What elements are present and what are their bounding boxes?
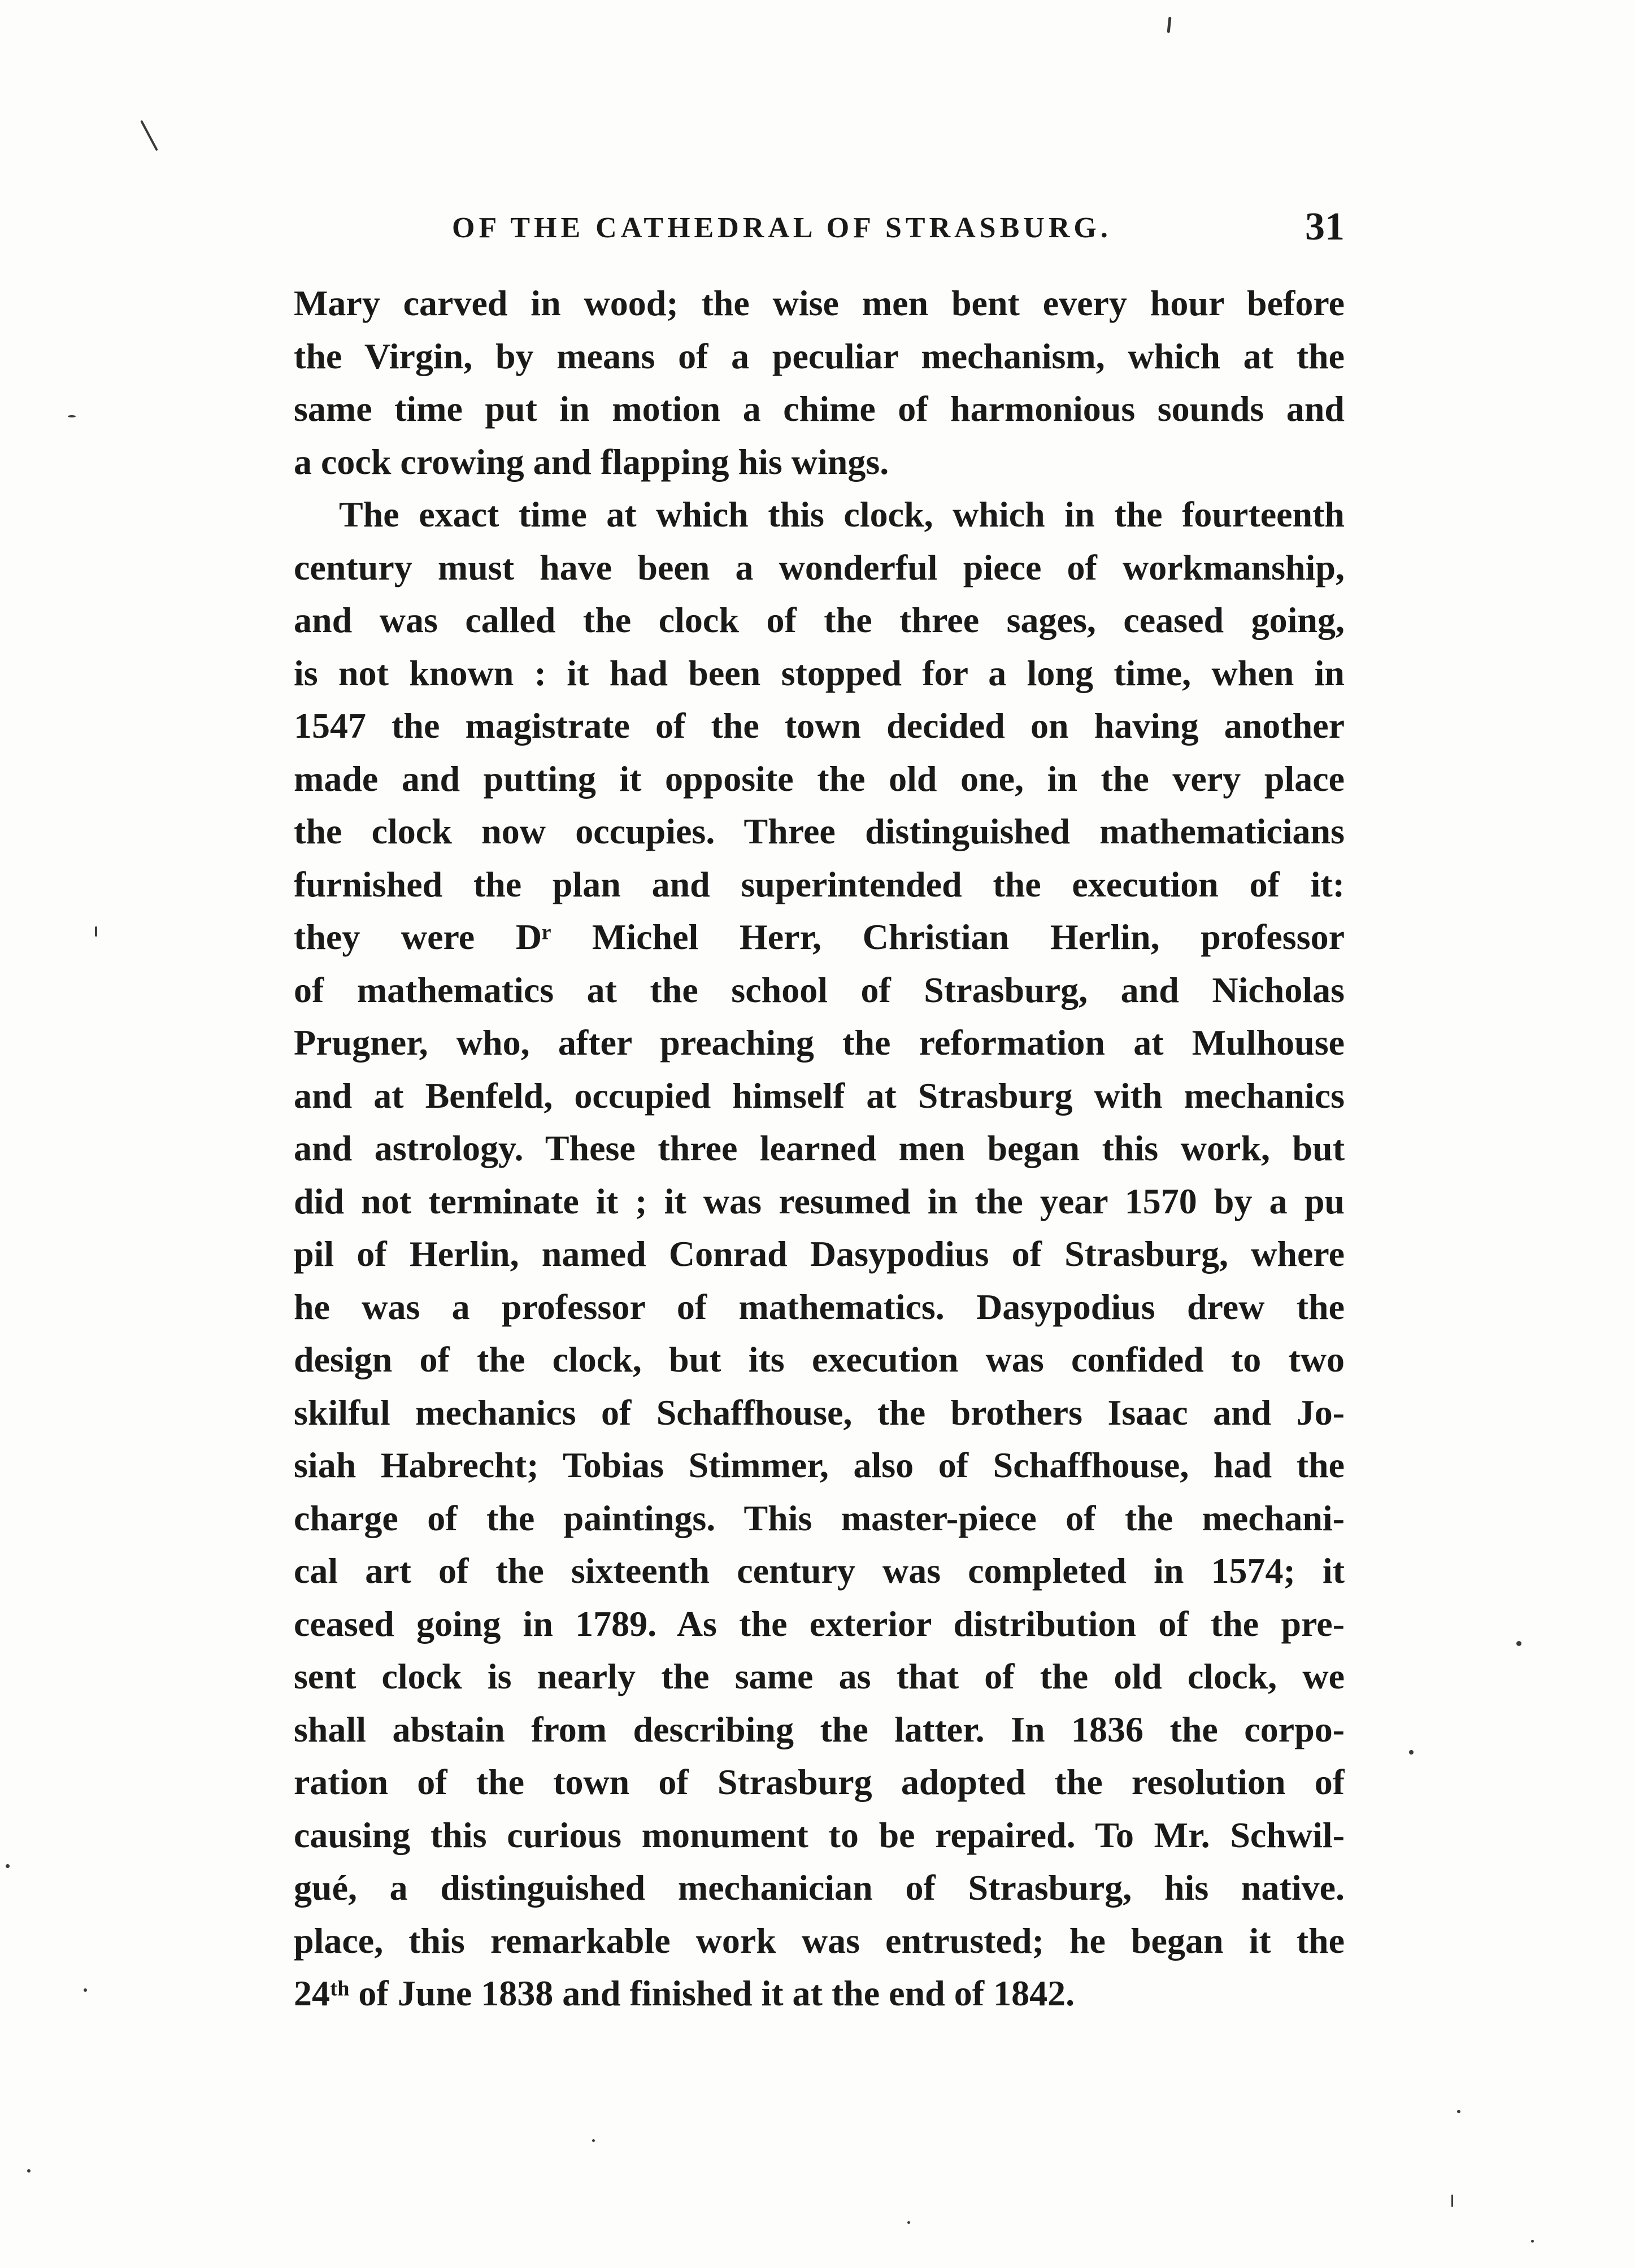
text-line: Prugner, who, after preaching the reformation at Mulhouse: [294, 1022, 1345, 1063]
text-line: pil of Herlin, named Conrad Dasypodius of Strasburg, where: [294, 1234, 1345, 1274]
text-line: made and putting it opposite the old one, in the very place: [294, 758, 1345, 799]
text-line: place, this remarkable work was entrusted; he began it the: [294, 1920, 1345, 1961]
scan-speck: [95, 926, 97, 937]
text-line: and was called the clock of the three sages, ceased going,: [294, 600, 1345, 640]
body-text: [294, 277, 1345, 2020]
text-line: did not terminate it ; it was resumed in the year 1570 by a pu: [294, 1181, 1345, 1221]
text-line: gué, a distinguished mechanician of Strasburg, his native.: [294, 1867, 1345, 1908]
text-line: siah Habrecht; Tobias Stimmer, also of Schaffhouse, had the: [294, 1445, 1345, 1485]
text-line: furnished the plan and superintended the execution of it:: [294, 864, 1345, 904]
text-line: causing this curious monument to be repaired. To Mr. Schwil-: [294, 1814, 1345, 1855]
page-number: 31: [1305, 205, 1345, 249]
scan-speck: [1167, 17, 1172, 33]
text-line: a cock crowing and flapping his wings.: [294, 441, 889, 482]
scan-speck: [1531, 2240, 1534, 2243]
text-line: charge of the paintings. This master-piece of the mechani-: [294, 1498, 1345, 1538]
scan-speck: [1457, 2110, 1460, 2113]
text-line: shall abstain from describing the latter. In 1836 the corpo-: [294, 1709, 1345, 1749]
text-line: the clock now occupies. Three distinguished mathematicians: [294, 811, 1345, 851]
scan-speck: [1451, 2195, 1453, 2207]
text-line: the Virgin, by means of a peculiar mechanism, which at the: [294, 336, 1345, 376]
text-line: cal art of the sixteenth century was completed in 1574; it: [294, 1551, 1345, 1591]
scan-speck: [27, 2169, 31, 2173]
running-head: OF THE CATHEDRAL OF STRASBURG.: [452, 212, 1112, 244]
scan-speck: [1409, 1750, 1414, 1755]
page-header: [294, 205, 1345, 259]
scan-speck: [592, 2139, 595, 2142]
text-line: design of the clock, but its execution was confided to two: [294, 1339, 1345, 1379]
text-line: sent clock is nearly the same as that of the old clock, we: [294, 1656, 1345, 1696]
scan-speck: [140, 120, 158, 151]
text-line: they were Dʳ Michel Herr, Christian Herlin, professor: [294, 917, 1345, 957]
text-line: The exact time at which this clock, which in the fourteenth: [339, 494, 1345, 534]
text-line: and at Benfeld, occupied himself at Strasburg with mechanics: [294, 1075, 1345, 1116]
text-line: is not known : it had been stopped for a long time, when in: [294, 652, 1345, 693]
text-line: Mary carved in wood; the wise men bent every hour before: [294, 283, 1345, 323]
text-line: 1547 the magistrate of the town decided on having another: [294, 706, 1345, 746]
text-line: ration of the town of Strasburg adopted the resolution of: [294, 1762, 1345, 1802]
scan-speck: [68, 415, 76, 417]
text-line: same time put in motion a chime of harmonious sounds and: [294, 389, 1345, 429]
text-line: he was a professor of mathematics. Dasypodius drew the: [294, 1286, 1345, 1327]
text-line: ceased going in 1789. As the exterior distribution of the pre-: [294, 1603, 1345, 1644]
text-line: century must have been a wonderful piece of workmanship,: [294, 547, 1345, 587]
text-line: and astrology. These three learned men began this work, but: [294, 1128, 1345, 1168]
text-line: of mathematics at the school of Strasburg, and Nicholas: [294, 969, 1345, 1010]
scan-speck: [907, 2221, 910, 2224]
text-line: 24ᵗʰ of June 1838 and finished it at the end of 1842.: [294, 1973, 1075, 2013]
scan-speck: [6, 1864, 10, 1868]
scan-speck: [1516, 1641, 1521, 1646]
text-line: skilful mechanics of Schaffhouse, the brothers Isaac and Jo-: [294, 1392, 1345, 1433]
scan-speck: [84, 1988, 87, 1992]
